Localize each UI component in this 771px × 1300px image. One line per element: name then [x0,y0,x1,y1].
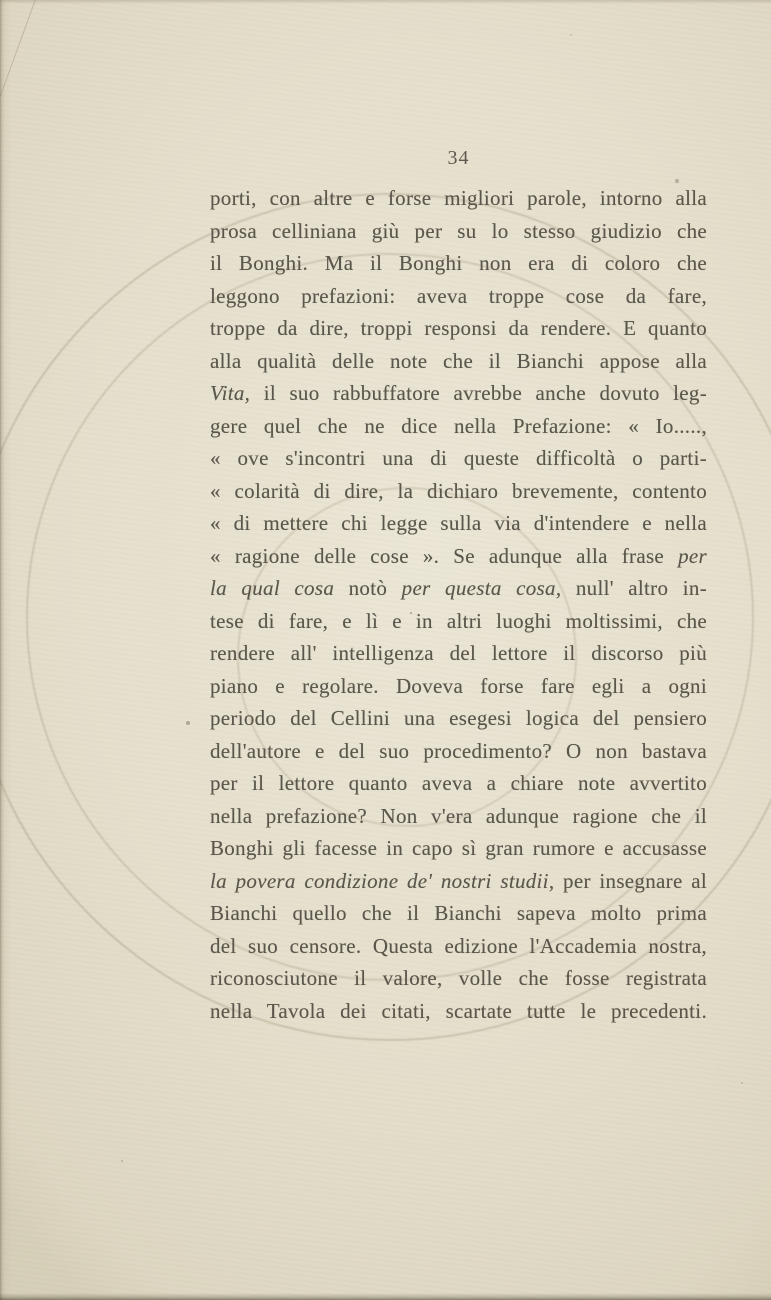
text-line: alla qualità delle note che il Bianchi appose alla [210,348,707,373]
text-line: « ove s'incontri una di queste difficoltà o parti- [210,446,707,470]
text-line: leggono prefazioni: aveva troppe cose da fare, [210,283,707,308]
text-line: tese di fare, e lì e in altri luoghi moltissimi, che [210,608,707,633]
text-line: piano e regolare. Doveva forse fare egli a ogni [210,673,707,698]
text-line: « di mettere chi legge sulla via d'intendere e nella [210,511,707,535]
text-line: riconosciutone il valore, volle che fosse registrata [210,966,707,990]
text-line: Bonghi gli facesse in capo sì gran rumore e accusasse [210,836,707,860]
text-line: nella prefazione? Non v'era adunque ragione che il [210,803,707,828]
text-line: Bianchi quello che il Bianchi sapeva molto prima [210,901,707,925]
text-line: troppe da dire, troppi responsi da rendere. E quanto [210,316,707,340]
text-line: nella Tavola dei citati, scartate tutte le precedenti. [210,998,707,1023]
text-line: « ragione delle cose ». Se adunque alla frase per [210,543,707,568]
text-line: dell'autore e del suo procedimento? O non bastava [210,738,707,763]
text-line: Vita, il suo rabbuffatore avrebbe anche dovuto leg- [210,381,707,405]
text-line: « colarità di dire, la dichiaro brevemente, contento [210,478,707,503]
page-edge-bottom [0,1293,771,1300]
text-line: periodo del Cellini una esegesi logica del pensiero [210,706,707,730]
text-line: il Bonghi. Ma il Bonghi non era di coloro che [210,251,707,275]
text-line: gere quel che ne dice nella Prefazione: « Io....., [210,413,707,438]
page-edge-top [0,0,771,4]
text-line: per il lettore quanto aveva a chiare note avvertito [210,771,707,795]
text-line: porti, con altre e forse migliori parole, intorno alla [210,186,707,210]
text-line: la povera condizione de' nostri studii, per insegnare al [210,868,707,893]
text-line: rendere all' intelligenza del lettore il discorso più [210,641,707,665]
text-line: la qual cosa notò per questa cosa, null' altro in- [210,576,707,600]
page-number: 34 [447,147,470,169]
text-line: del suo censore. Questa edizione l'Accademia nostra, [210,933,707,958]
page-edge-left [0,0,12,1300]
text-line: prosa celliniana giù per su lo stesso giudizio che [210,218,707,243]
page-text [210,182,707,1027]
